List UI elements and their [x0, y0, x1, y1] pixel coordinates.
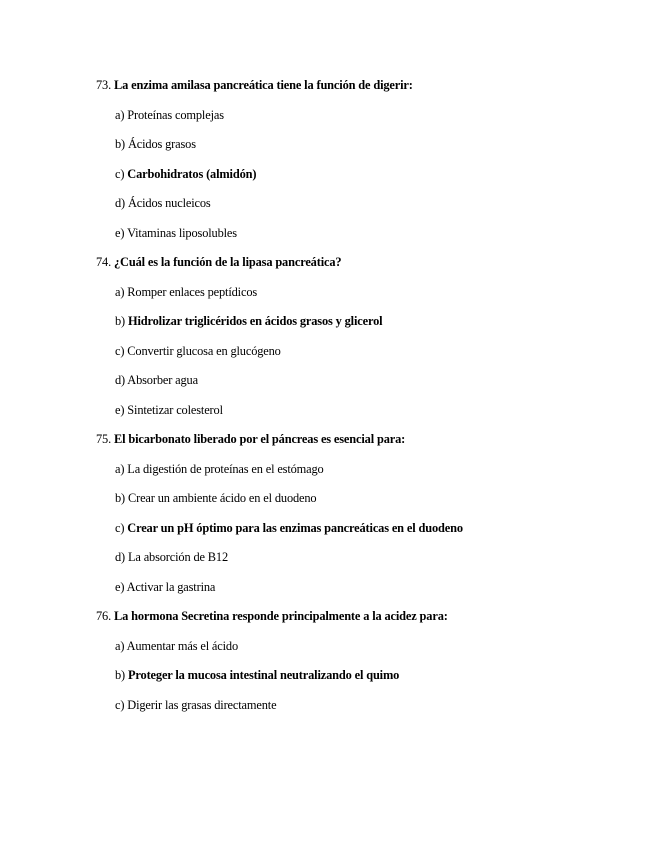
option-text: Ácidos nucleicos	[127, 196, 211, 210]
option-text: Aumentar más el ácido	[126, 639, 239, 653]
option-text-correct: Hidrolizar triglicéridos en ácidos grasos y glicerol	[127, 314, 383, 328]
option-letter: d)	[115, 550, 126, 564]
option-text-correct: Crear un pH óptimo para las enzimas pancreáticas en el duodeno	[127, 521, 463, 535]
question-75	[96, 431, 405, 447]
option-text: Vitaminas liposolubles	[127, 226, 237, 240]
option-text-correct: Proteger la mucosa intestinal neutralizando el quimo	[127, 668, 400, 682]
question-75-option-b	[115, 490, 316, 506]
option-text: Romper enlaces peptídicos	[127, 285, 258, 299]
option-text: La absorción de B12	[127, 550, 229, 564]
option-letter: b)	[115, 491, 126, 505]
question-73-option-a	[115, 107, 224, 123]
question-text: La hormona Secretina responde principalmente a la acidez para:	[114, 609, 448, 623]
option-text-correct: Carbohidratos (almidón)	[127, 167, 257, 181]
question-number: 73.	[96, 78, 112, 92]
option-text: Sintetizar colesterol	[127, 403, 223, 417]
option-letter: c)	[115, 521, 125, 535]
question-76-option-b	[115, 667, 399, 683]
question-75-option-d	[115, 549, 228, 565]
option-letter: e)	[115, 226, 125, 240]
option-text: Ácidos grasos	[127, 137, 196, 151]
question-text: ¿Cuál es la función de la lipasa pancreática?	[114, 255, 342, 269]
question-76-option-a	[115, 638, 238, 654]
question-76	[96, 608, 448, 624]
option-letter: d)	[115, 196, 126, 210]
option-letter: c)	[115, 344, 125, 358]
option-letter: a)	[115, 108, 125, 122]
question-75-option-a	[115, 461, 324, 477]
option-letter: b)	[115, 137, 126, 151]
option-text: Activar la gastrina	[126, 580, 216, 594]
question-74-option-c	[115, 343, 281, 359]
option-text: Absorber agua	[127, 373, 198, 387]
option-letter: b)	[115, 668, 126, 682]
option-letter: a)	[115, 462, 125, 476]
question-73-option-b	[115, 136, 196, 152]
question-73	[96, 77, 413, 93]
option-text: Crear un ambiente ácido en el duodeno	[127, 491, 317, 505]
question-74-option-a	[115, 284, 257, 300]
question-73-option-c	[115, 166, 256, 182]
option-text: La digestión de proteínas en el estómago	[127, 462, 324, 476]
option-letter: e)	[115, 403, 125, 417]
option-letter: e)	[115, 580, 125, 594]
option-text: Digerir las grasas directamente	[127, 698, 277, 712]
option-letter: a)	[115, 639, 125, 653]
question-number: 76.	[96, 609, 112, 623]
question-text: El bicarbonato liberado por el páncreas es esencial para:	[114, 432, 406, 446]
option-letter: d)	[115, 373, 126, 387]
question-74-option-b	[115, 313, 382, 329]
question-74-option-d	[115, 372, 198, 388]
option-letter: a)	[115, 285, 125, 299]
option-text: Proteínas complejas	[127, 108, 224, 122]
option-text: Convertir glucosa en glucógeno	[127, 344, 281, 358]
question-76-option-c	[115, 697, 276, 713]
question-74-option-e	[115, 402, 223, 418]
question-number: 74.	[96, 255, 112, 269]
option-letter: c)	[115, 698, 125, 712]
question-text: La enzima amilasa pancreática tiene la función de digerir:	[114, 78, 413, 92]
question-75-option-e	[115, 579, 215, 595]
option-letter: b)	[115, 314, 126, 328]
option-letter: c)	[115, 167, 125, 181]
question-73-option-d	[115, 195, 211, 211]
question-75-option-c	[115, 520, 463, 536]
question-73-option-e	[115, 225, 237, 241]
question-number: 75.	[96, 432, 112, 446]
question-74	[96, 254, 341, 270]
